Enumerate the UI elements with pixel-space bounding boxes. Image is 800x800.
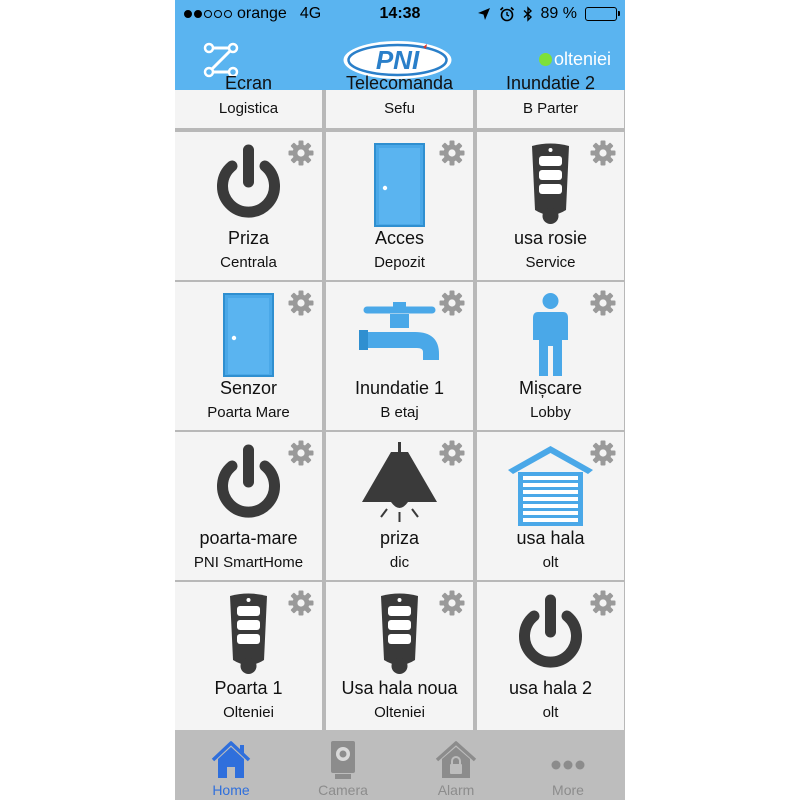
device-location: olt [542,554,559,571]
device-location: olt [542,704,559,721]
battery-icon [585,7,617,21]
tab-home[interactable] [175,730,287,800]
gear-icon[interactable] [288,140,314,166]
device-name: usa hala [516,528,585,548]
gear-icon[interactable] [288,290,314,316]
remote-icon [357,592,442,677]
device-name: Poarta 1 [214,678,283,698]
location-label: olteniei [553,49,611,69]
device-tile[interactable] [175,432,322,580]
network-type: 4G [299,5,322,22]
device-name: Usa hala noua [341,678,458,698]
gear-icon[interactable] [439,440,465,466]
carrier-name: orange [237,5,287,22]
battery-percent: 89 % [540,5,577,22]
device-tile[interactable] [175,73,322,128]
device-tile[interactable] [326,132,473,280]
door-icon [357,142,442,227]
tab-bar [175,730,625,800]
gear-icon[interactable] [439,140,465,166]
device-tile[interactable] [175,282,322,430]
device-location: Olteniei [374,704,425,721]
more-icon [546,740,590,780]
power-icon [508,592,593,677]
home-icon [209,740,253,780]
status-icons [477,5,617,23]
gear-icon[interactable] [590,440,616,466]
location-arrow-icon [477,7,491,21]
device-name: Senzor [219,378,278,398]
device-location: B etaj [380,404,419,421]
gear-icon[interactable] [288,590,314,616]
power-icon [206,442,291,527]
device-tile[interactable] [175,582,322,730]
lamp-icon [357,442,442,527]
person-icon [508,292,593,377]
device-tile[interactable] [326,73,473,128]
device-name: Acces [374,228,425,248]
device-tile[interactable] [477,73,624,128]
remote-icon [508,142,593,227]
device-name: poarta-mare [199,528,298,548]
clock: 14:38 [379,5,421,22]
device-tile[interactable] [326,282,473,430]
device-tile[interactable] [477,582,624,730]
alarm-clock-icon [499,6,515,22]
device-grid [175,73,625,730]
device-location: Depozit [374,254,425,271]
alarm-icon [434,740,478,780]
device-tile[interactable] [477,432,624,580]
garage-icon [508,442,593,527]
device-tile[interactable] [326,582,473,730]
tab-camera[interactable] [287,730,399,800]
gear-icon[interactable] [288,440,314,466]
device-tile[interactable] [326,432,473,580]
device-location: dic [389,554,410,571]
device-name: Inundatie 2 [505,73,596,93]
gear-icon[interactable] [590,290,616,316]
gear-icon[interactable] [590,140,616,166]
gear-icon[interactable] [439,590,465,616]
tab-label: Alarm [437,782,475,798]
door-icon [206,292,291,377]
status-bar [175,0,625,30]
device-location: Olteniei [223,704,274,721]
device-name: Mișcare [518,378,582,398]
bluetooth-icon [523,6,533,22]
svg-text:PNI: PNI [375,45,420,75]
device-location: Logistica [218,100,279,117]
tab-label: More [552,782,584,798]
device-name: Ecran [224,73,273,93]
device-name: usa rosie [513,228,588,248]
power-icon [206,142,291,227]
camera-icon [321,740,365,780]
device-tile[interactable] [477,282,624,430]
device-location: Service [525,254,576,271]
device-tile[interactable] [175,132,322,280]
device-name: usa hala 2 [508,678,593,698]
device-name: Priza [227,228,269,248]
gear-icon[interactable] [590,590,616,616]
connection-status[interactable] [539,49,611,70]
faucet-icon [357,292,442,377]
gear-icon[interactable] [439,290,465,316]
device-tile[interactable] [477,132,624,280]
device-name: Inundatie 1 [354,378,445,398]
tab-label: Home [212,782,250,798]
tab-alarm[interactable] [400,730,512,800]
device-location: B Parter [522,100,579,117]
online-indicator [539,53,552,66]
phone-screen [175,0,625,800]
device-location: PNI SmartHome [193,554,304,571]
device-name: Telecomanda [345,73,454,93]
tab-more[interactable] [512,730,624,800]
device-location: Lobby [530,404,571,421]
device-location: Sefu [384,100,415,117]
tab-label: Camera [318,782,368,798]
device-location: Poarta Mare [207,404,290,421]
device-name: priza [379,528,419,548]
remote-icon [206,592,291,677]
device-location: Centrala [220,254,277,271]
